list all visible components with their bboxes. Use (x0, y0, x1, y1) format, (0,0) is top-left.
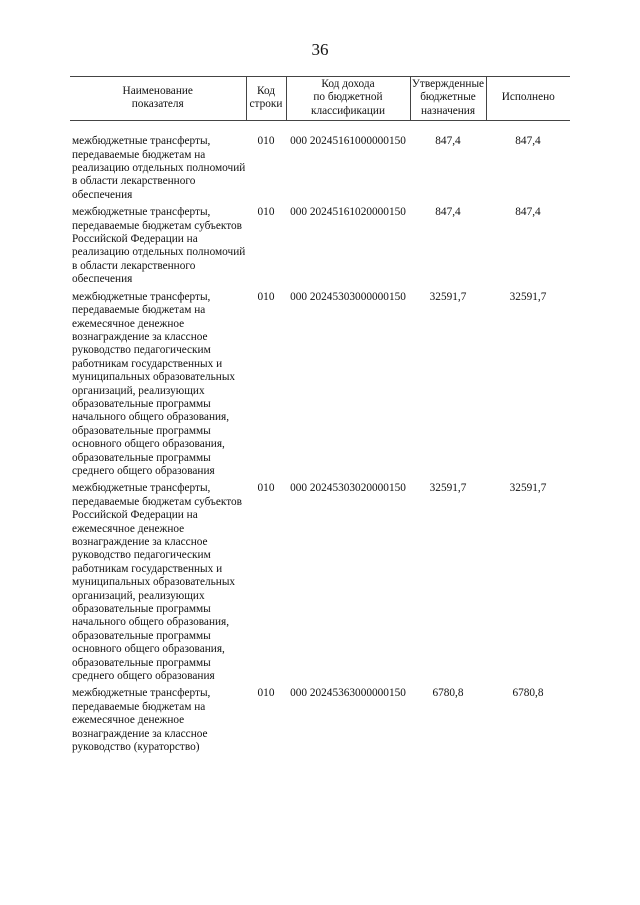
line-code: 010 (257, 135, 275, 148)
income-code: 000 20245161020000150 (290, 206, 406, 219)
page-number: 36 (311, 40, 329, 59)
indicator-name: межбюджетные трансферты, передаваемые бюджетам на ежемесячное денежное вознаграждение за классное руководство педагогическим работникам государственных и муниципальных образовательных организаций, реализующих образовательные программы начального общего образования, образовательные программы основного общего образования, образовательные программы среднего общего образования (72, 290, 236, 477)
executed-value: 32591,7 (509, 482, 547, 495)
approved-value: 847,4 (435, 135, 461, 148)
indicator-name: межбюджетные трансферты, передаваемые бюджетам на реализацию отдельных полномочий в области лекарственного обеспечения (72, 135, 246, 201)
income-code: 000 20245363000000150 (290, 687, 406, 700)
table-row (70, 482, 570, 687)
indicator-name: межбюджетные трансферты, передаваемые бюджетам субъектов Российской Федерации на реализацию отдельных полномочий в области лекарственного обеспечения (72, 206, 246, 286)
header-executed: Исполнено (486, 77, 570, 121)
approved-value: 32591,7 (429, 482, 467, 495)
indicator-name: межбюджетные трансферты, передаваемые бюджетам субъектов Российской Федерации на ежемесячное денежное вознаграждение за классное руководство педагогическим работникам государственных и муниципальных образовательных организаций, реализующих образовательные программы начального общего образования, образовательные программы основного общего образования, образовательные программы среднего общего образования (72, 482, 243, 683)
income-code: 000 20245303020000150 (290, 482, 406, 495)
table-row (70, 291, 570, 483)
header-indicator-name: Наименование показателя (70, 77, 246, 121)
approved-value: 32591,7 (429, 290, 467, 303)
line-code: 010 (257, 687, 275, 700)
budget-income-table (70, 76, 570, 759)
table-row (70, 206, 570, 290)
header-approved-budget: Утвержденные бюджетные назначения (410, 77, 486, 121)
executed-value: 32591,7 (509, 290, 547, 303)
header-line-code: Код строки (246, 77, 286, 121)
executed-value: 847,4 (515, 135, 541, 148)
approved-value: 6780,8 (432, 687, 464, 700)
income-code: 000 20245161000000150 (290, 135, 406, 148)
table-row (70, 121, 570, 207)
executed-value: 6780,8 (512, 687, 544, 700)
income-code: 000 20245303000000150 (290, 290, 406, 303)
approved-value: 847,4 (435, 206, 461, 219)
line-code: 010 (257, 290, 275, 303)
table-row (70, 687, 570, 758)
line-code: 010 (257, 482, 275, 495)
header-income-code: Код дохода по бюджетной классификации (286, 77, 410, 121)
table-header-row (70, 77, 570, 121)
line-code: 010 (257, 206, 275, 219)
executed-value: 847,4 (515, 206, 541, 219)
indicator-name: межбюджетные трансферты, передаваемые бюджетам на ежемесячное денежное вознаграждение за классное руководство (кураторство) (72, 687, 211, 754)
